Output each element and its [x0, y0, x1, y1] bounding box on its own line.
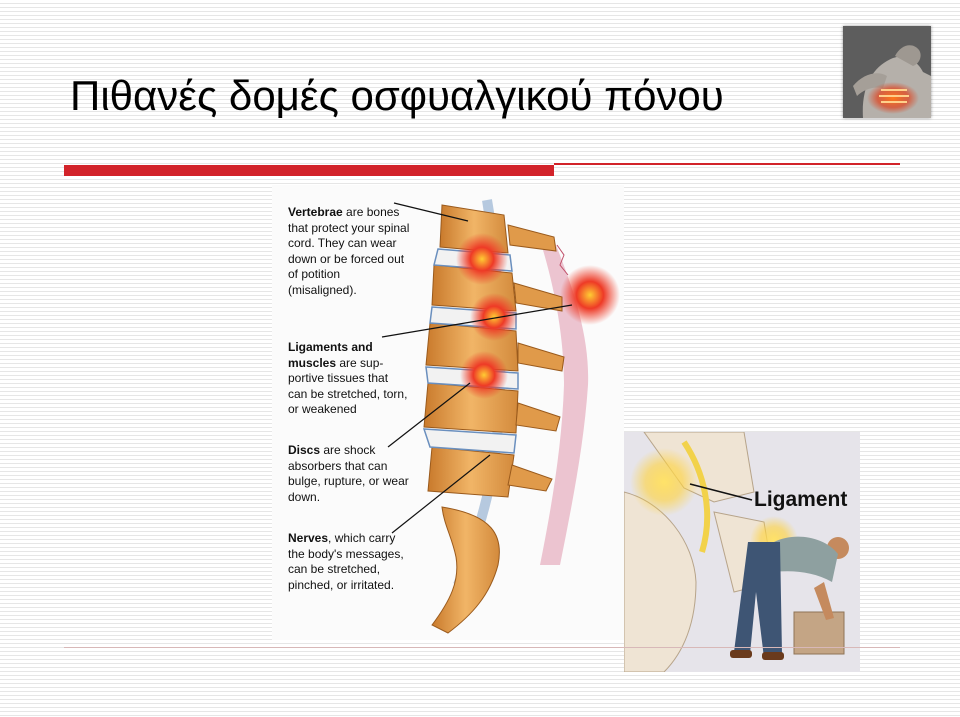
label-discs: [288, 443, 410, 505]
label-nerves: [288, 531, 410, 593]
label-nerves-term: Nerves: [288, 531, 329, 545]
label-ligaments-term: Ligaments and muscles: [288, 340, 373, 370]
label-vertebrae: [288, 205, 410, 298]
label-vertebrae-term: Vertebrae: [288, 205, 343, 219]
label-vertebrae-text: are bones that protect your spinal cord. They can wear down or be forced out of potition (misaligned).: [288, 205, 410, 297]
slide-title: Πιθανές δομές οσφυαλγικού πόνου: [70, 72, 724, 119]
back-pain-photo: [843, 26, 931, 118]
label-ligaments-muscles: [288, 340, 410, 418]
footer-divider: [64, 647, 900, 648]
label-discs-text: are shock absorbers that can bulge, rupture, or wear down.: [288, 443, 409, 504]
label-discs-term: Discs: [288, 443, 321, 457]
label-nerves-text: , which carry the body's messages, can be stretched, pinched, or irritated.: [288, 531, 404, 592]
label-ligaments-text: are sup-portive tissues that can be stretched, torn, or weakened: [288, 355, 408, 416]
ligament-inset-image: [624, 432, 860, 672]
ligament-illustration: [624, 432, 860, 672]
ligament-label: Ligament: [754, 488, 848, 511]
title-underline-bar: [64, 165, 554, 176]
spine-diagram: [272, 185, 624, 640]
title-underline-thin: [554, 163, 900, 165]
